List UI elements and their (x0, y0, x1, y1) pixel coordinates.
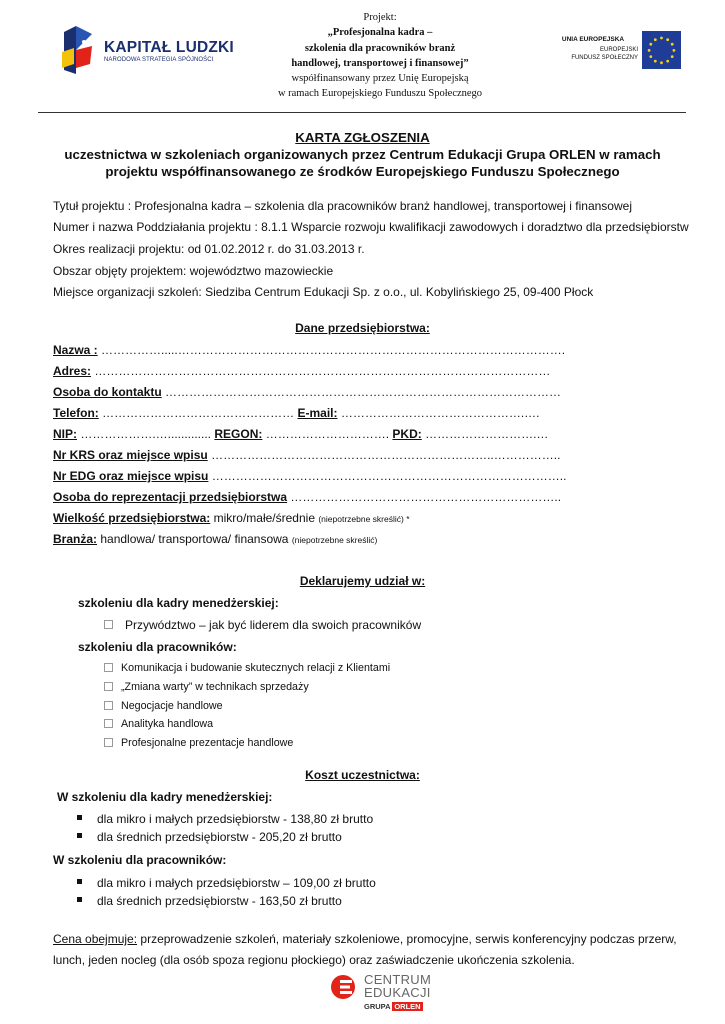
company-size-value: mikro/małe/średnie (213, 511, 315, 525)
info-period: Okres realizacji projektu: od 01.02.2012 r. do 31.03.2013 r. (53, 242, 365, 256)
project-info (250, 10, 510, 102)
checkbox-icon[interactable] (104, 663, 113, 672)
project-line: Projekt: (363, 12, 397, 23)
branch-label: Branża: (53, 532, 98, 546)
phone-email-field[interactable] (53, 406, 540, 420)
kapital-ludzki-name: KAPITAŁ LUDZKI (104, 39, 234, 56)
nip-regon-pkd-field[interactable] (53, 427, 548, 441)
cost-item (77, 830, 342, 844)
pkd-dots: ……………………….… (425, 427, 549, 441)
cost-heading: Koszt uczestnictwa: (305, 768, 420, 782)
company-size-field[interactable] (53, 511, 410, 525)
representative-label: Osoba do reprezentacji przedsiębiorstwa (53, 490, 288, 504)
kapital-ludzki-mark-icon (62, 24, 94, 76)
pkd-label: PKD: (392, 427, 422, 441)
info-subaction: Numer i nazwa Poddziałania projektu : 8.1.1 Wsparcie rozwoju kwalifikacji zawodowych i doradztwo dla przedsiębiorstw (53, 220, 689, 234)
edg-dots: …………………………………………………………………………….. (211, 469, 567, 483)
info-location: Miejsce organizacji szkoleń: Siedziba Centrum Edukacji Sp. z o.o., ul. Kobylińskiego 25, 09-400 Płock (53, 285, 594, 299)
project-line: w ramach Europejskiego Funduszu Społecznego (277, 88, 483, 100)
price-includes (53, 929, 693, 971)
eu-flag-icon (642, 31, 681, 69)
nip-label: NIP: (53, 427, 77, 441)
course-option[interactable] (104, 718, 213, 730)
checkbox-icon[interactable] (104, 682, 113, 691)
company-address-label: Adres: (53, 364, 92, 378)
declaration-heading: Deklarujemy udział w: (299, 574, 426, 588)
course-option-label: Analityka handlowa (121, 718, 214, 730)
document-subtitle-1: uczestnictwa w szkoleniach organizowanych przez Centrum Edukacji Grupa ORLEN w ramach (64, 147, 661, 162)
project-line: „Profesjonalna kadra – (327, 27, 433, 39)
course-option-label: Komunikacja i budowanie skutecznych relacji z Klientami (121, 662, 391, 674)
project-line: współfinansowany przez Unię Europejską (291, 73, 469, 85)
grupa-text: GRUPA (364, 1002, 391, 1011)
checkbox-icon[interactable] (104, 719, 113, 728)
krs-dots: ……………………………………………………………..…………….. (211, 448, 561, 462)
contact-person-label: Osoba do kontaktu (53, 385, 162, 399)
course-option-label: Profesjonalne prezentacje handlowe (121, 737, 294, 749)
checkbox-icon[interactable] (104, 620, 113, 629)
info-area: Obszar objęty projektem: województwo mazowieckie (53, 264, 334, 278)
company-address-field[interactable] (53, 364, 550, 378)
checkbox-icon[interactable] (104, 701, 113, 710)
course-option[interactable] (104, 681, 309, 693)
representative-field[interactable] (53, 490, 561, 504)
email-label: E-mail: (297, 406, 338, 420)
eu-logo (540, 30, 685, 72)
cost-managers-heading: W szkoleniu dla kadry menedżerskiej: (57, 790, 273, 804)
eu-logo-line1: UNIA EUROPEJSKA (561, 36, 625, 43)
phone-dots: ………………………………………… (102, 406, 295, 420)
kapital-ludzki-logo (62, 24, 242, 82)
cost-item-text: dla średnich przedsiębiorstw - 163,50 zł brutto (97, 894, 342, 908)
centrum-edukacji-line2: EDUKACJI (364, 985, 431, 1000)
bullet-square-icon (77, 815, 82, 820)
company-address-dots: …………………………………………………………………………………………………… (94, 364, 551, 378)
contact-person-dots: ……………………………………………………………………………………… (165, 385, 562, 399)
phone-label: Telefon: (53, 406, 99, 420)
eu-logo-line2: EUROPEJSKI (599, 47, 638, 53)
kapital-ludzki-sub: NARODOWA STRATEGIA SPÓJNOŚCI (104, 57, 214, 63)
course-option-label: Negocjacje handlowe (121, 700, 223, 712)
email-dots: ……………………………………….…. (340, 406, 540, 420)
bullet-square-icon (77, 897, 82, 902)
centrum-edukacji-logo (330, 972, 430, 1016)
managers-course-heading: szkoleniu dla kadry menedżerskiej: (78, 596, 279, 610)
edg-field[interactable] (53, 469, 566, 483)
bullet-square-icon (77, 879, 82, 884)
eu-logo-line3: FUNDUSZ SPOŁECZNY (571, 55, 638, 61)
price-includes-text: przeprowadzenie szkoleń, materiały szkoleniowe, promocyjne, serwis konferencyjny podczas przerw, lunch, jeden nocleg (dla osób spoza regionu płockiego) oraz zaświadczenie ukończenia szkolenia. (53, 932, 677, 967)
cost-employees-heading: W szkoleniu dla pracowników: (53, 853, 227, 867)
krs-field[interactable] (53, 448, 560, 462)
edg-label: Nr EDG oraz miejsce wpisu (53, 469, 209, 483)
cost-item-text: dla mikro i małych przedsiębiorstw – 109,00 zł brutto (97, 876, 376, 890)
regon-dots: …………………………. (265, 427, 390, 441)
company-name-dots: …………….....……………………………………………………………………………………. (101, 343, 566, 357)
company-name-field[interactable] (53, 343, 565, 357)
info-project-title: Tytuł projektu : Profesjonalna kadra – szkolenia dla pracowników branż handlowej, transportowej i finansowej (53, 199, 632, 213)
company-size-label: Wielkość przedsiębiorstwa: (53, 511, 211, 525)
centrum-edukacji-line1: CENTRUM (364, 972, 432, 987)
price-includes-label: Cena obejmuje: (53, 932, 138, 946)
orlen-text: ORLEN (394, 1002, 421, 1011)
page-header (0, 0, 725, 112)
cost-item (77, 894, 342, 908)
nip-dots: ……………….…............. (80, 427, 212, 441)
course-option[interactable] (104, 700, 223, 712)
company-name-label: Nazwa : (53, 343, 98, 357)
course-option-label: „Zmiana warty” w technikach sprzedaży (121, 681, 309, 693)
cost-item-text: dla mikro i małych przedsiębiorstw - 138,80 zł brutto (97, 812, 374, 826)
regon-label: REGON: (214, 427, 263, 441)
company-size-note: (niepotrzebne skreślić) * (318, 514, 410, 524)
course-option-label: Przywództwo – jak być liderem dla swoich pracowników (125, 618, 422, 632)
branch-field[interactable] (53, 532, 377, 546)
project-line: szkolenia dla pracowników branż (304, 42, 456, 54)
representative-dots: ………………………………………………………….. (290, 490, 562, 504)
course-option[interactable] (104, 662, 390, 674)
bullet-square-icon (77, 833, 82, 838)
cost-item-text: dla średnich przedsiębiorstw - 205,20 zł brutto (97, 830, 342, 844)
contact-person-field[interactable] (53, 385, 561, 399)
checkbox-icon[interactable] (104, 738, 113, 747)
cost-item (77, 876, 376, 890)
centrum-edukacji-mark-icon (330, 974, 360, 1000)
document-title: KARTA ZGŁOSZENIA (295, 130, 430, 145)
branch-note: (niepotrzebne skreślić) (291, 535, 378, 545)
course-option[interactable] (104, 618, 421, 632)
project-line: handlowej, transportowej i finansowej” (291, 57, 469, 69)
eu-logo-lines (548, 46, 638, 62)
company-data-heading: Dane przedsiębiorstwa: (295, 321, 430, 335)
branch-value: handlowa/ transportowa/ finansowa (100, 532, 289, 546)
header-divider (38, 112, 686, 113)
course-option[interactable] (104, 737, 293, 749)
krs-label: Nr KRS oraz miejsce wpisu (53, 448, 208, 462)
cost-item (77, 812, 373, 826)
employees-course-heading: szkoleniu dla pracowników: (78, 640, 237, 654)
centrum-edukacji-line3 (364, 1002, 423, 1011)
document-subtitle-2: projektu współfinansowanego ze środków Europejskiego Funduszu Społecznego (105, 164, 620, 179)
